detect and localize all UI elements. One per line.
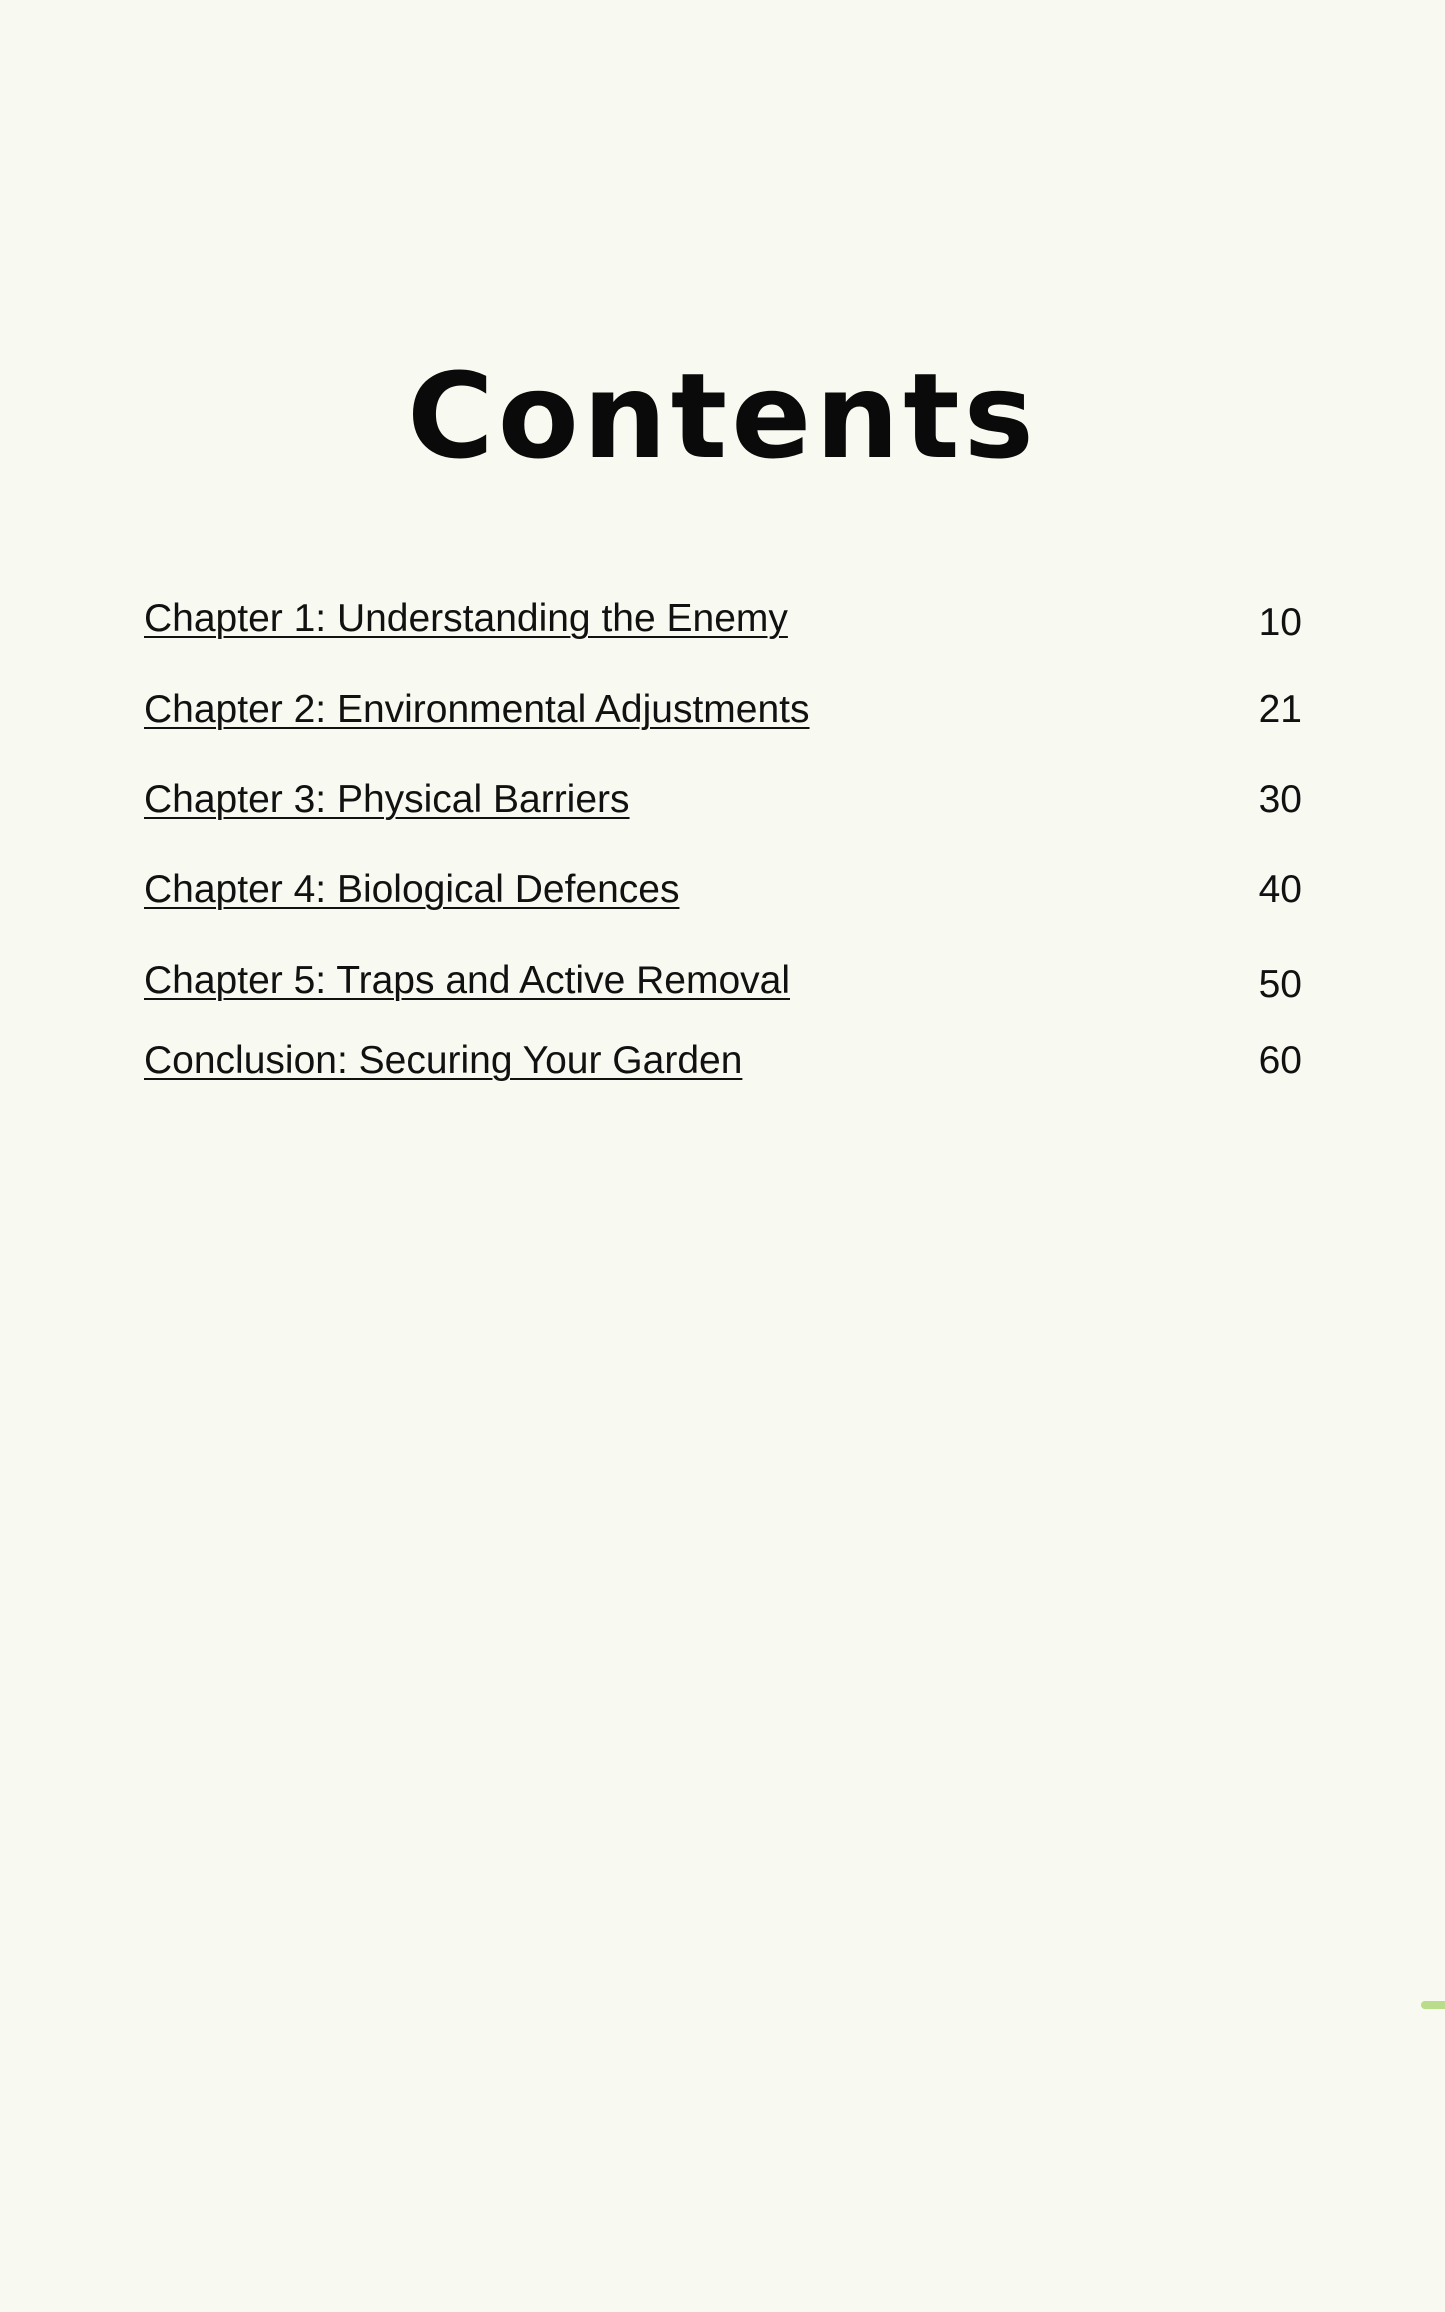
toc-entry-chapter-5[interactable]: [144, 958, 1302, 1008]
toc-link[interactable]: Chapter 4: Biological Defences: [144, 868, 680, 911]
toc-entry-chapter-4[interactable]: [144, 867, 1302, 917]
toc-link[interactable]: Chapter 1: Understanding the Enemy: [144, 597, 788, 640]
toc-page-number: 21: [1258, 688, 1302, 731]
toc-page-number: 10: [1258, 601, 1302, 644]
toc-link[interactable]: Chapter 5: Traps and Active Removal: [144, 959, 790, 1002]
toc-entry-chapter-1[interactable]: [144, 596, 1302, 646]
toc-link[interactable]: Chapter 3: Physical Barriers: [144, 778, 630, 821]
toc-entry-chapter-2[interactable]: [144, 687, 1302, 737]
toc-entry-chapter-3[interactable]: [144, 777, 1302, 827]
toc-link[interactable]: Conclusion: Securing Your Garden: [144, 1039, 743, 1082]
toc-page-number: 30: [1258, 778, 1302, 821]
toc-page-number: 60: [1258, 1039, 1302, 1082]
page-title: Contents: [407, 347, 1038, 486]
toc-entry-conclusion[interactable]: [144, 1038, 1302, 1088]
toc-page-number: 50: [1258, 963, 1302, 1006]
toc-link[interactable]: Chapter 2: Environmental Adjustments: [144, 688, 810, 731]
leaf-decoration-icon: [1421, 2001, 1445, 2009]
toc-page-number: 40: [1258, 868, 1302, 911]
